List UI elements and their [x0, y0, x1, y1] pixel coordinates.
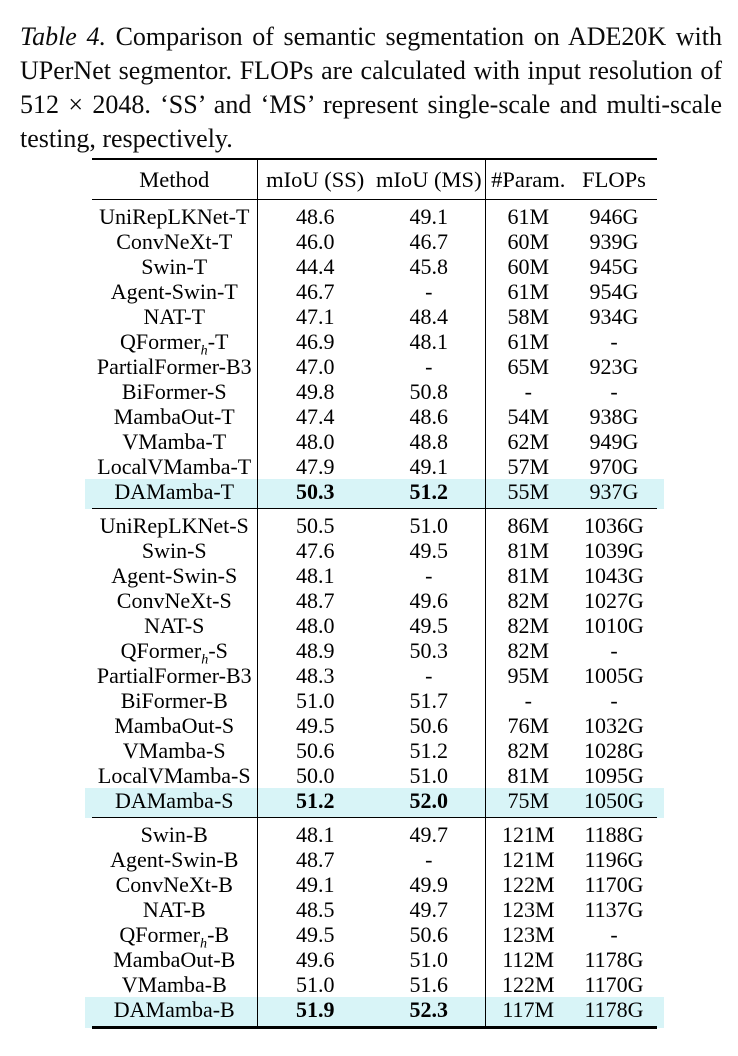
miou-ss-cell: 49.6	[296, 947, 335, 972]
flops-cell: 1137G	[584, 897, 644, 922]
flops-cell: 1178G	[571, 997, 657, 1028]
header-row	[92, 159, 657, 200]
miou-ss-cell: 50.0	[296, 763, 335, 788]
miou-ss-cell: 47.9	[296, 454, 335, 479]
miou-ms-cell: 49.1	[373, 454, 485, 479]
table-row	[92, 713, 657, 738]
table-header	[92, 159, 657, 200]
miou-ss-cell: 50.6	[296, 738, 335, 763]
method-cell: PartialFormer-B3	[92, 354, 257, 379]
caption-label: Table 4.	[20, 22, 106, 51]
params-cell: 82M	[507, 638, 550, 663]
table-row	[92, 818, 657, 848]
method-cell: VMamba-S	[92, 738, 257, 763]
table-row	[92, 738, 657, 763]
flops-cell: 1027G	[584, 588, 644, 613]
table-row	[92, 538, 657, 563]
params-cell: 81M	[507, 763, 550, 788]
miou-ms-cell: 46.7	[373, 229, 485, 254]
flops-cell: 937G	[571, 479, 657, 509]
flops-cell: 938G	[589, 404, 639, 429]
miou-ms-cell: 50.8	[373, 379, 485, 404]
flops-cell: -	[610, 329, 618, 354]
method-cell: Agent-Swin-B	[92, 847, 257, 872]
flops-cell: 1005G	[584, 663, 644, 688]
miou-ss-cell: 48.7	[296, 847, 335, 872]
results-table	[92, 158, 657, 1029]
method-cell: MambaOut-S	[92, 713, 257, 738]
table-row	[92, 638, 657, 663]
miou-ms-cell: 49.5	[373, 538, 485, 563]
table-row	[92, 947, 657, 972]
table-row	[92, 997, 657, 1028]
miou-ms-cell: 51.6	[373, 972, 485, 997]
params-cell: 82M	[507, 613, 550, 638]
params-cell: 61M	[507, 329, 550, 354]
flops-cell: 1028G	[584, 738, 644, 763]
flops-cell: 1010G	[584, 613, 644, 638]
flops-cell: 945G	[589, 254, 639, 279]
col-header-miou-ss: mIoU (SS)	[257, 159, 373, 200]
table-row	[92, 229, 657, 254]
miou-ss-cell: 51.9	[257, 997, 373, 1028]
miou-ss-cell: 46.7	[296, 279, 335, 304]
miou-ms-cell: 50.6	[373, 713, 485, 738]
table-row	[92, 254, 657, 279]
method-cell: BiFormer-S	[92, 379, 257, 404]
miou-ms-cell: 45.8	[373, 254, 485, 279]
miou-ms-cell: 52.0	[373, 788, 485, 818]
col-header-flops: FLOPs	[571, 159, 657, 200]
table-row	[92, 847, 657, 872]
miou-ms-cell: 49.9	[373, 872, 485, 897]
method-cell: MambaOut-T	[92, 404, 257, 429]
miou-ms-cell: 51.0	[373, 763, 485, 788]
params-cell: 55M	[485, 479, 571, 509]
method-cell: Swin-S	[92, 538, 257, 563]
params-cell: 57M	[507, 454, 550, 479]
miou-ss-cell: 47.4	[296, 404, 335, 429]
params-cell: 123M	[501, 897, 555, 922]
miou-ms-cell: 49.7	[373, 897, 485, 922]
miou-ss-cell: 48.7	[296, 588, 335, 613]
caption-line: UPerNet segmentor. FLOPs are calculated with input resolution of	[20, 56, 722, 85]
params-cell: 117M	[485, 997, 571, 1028]
miou-ss-cell: 47.1	[296, 304, 335, 329]
params-cell: 81M	[507, 538, 550, 563]
params-cell: 82M	[507, 588, 550, 613]
params-cell: 82M	[507, 738, 550, 763]
table-row	[92, 763, 657, 788]
flops-cell: 1036G	[584, 513, 644, 538]
miou-ss-cell: 50.5	[296, 513, 335, 538]
params-cell: 95M	[507, 663, 550, 688]
table-row	[92, 354, 657, 379]
miou-ss-cell: 48.3	[296, 663, 335, 688]
miou-ss-cell: 48.9	[296, 638, 335, 663]
miou-ss-cell: 49.1	[296, 872, 335, 897]
col-header-miou-ms: mIoU (MS)	[373, 159, 485, 200]
method-cell: Agent-Swin-T	[92, 279, 257, 304]
table-row	[92, 329, 657, 354]
method-cell: DAMamba-B	[92, 997, 257, 1028]
method-cell: PartialFormer-B3	[92, 663, 257, 688]
params-cell: 76M	[507, 713, 550, 738]
table-row	[92, 429, 657, 454]
method-cell: Swin-B	[92, 818, 257, 848]
params-cell: -	[524, 688, 532, 713]
miou-ss-cell: 48.0	[296, 613, 335, 638]
flops-cell: 1196G	[584, 847, 644, 872]
params-cell: 122M	[501, 972, 555, 997]
miou-ms-cell: 48.1	[373, 329, 485, 354]
flops-cell: -	[610, 688, 618, 713]
flops-cell: 1095G	[584, 763, 644, 788]
params-cell: 65M	[507, 354, 550, 379]
miou-ms-cell: 48.8	[373, 429, 485, 454]
miou-ss-cell: 48.1	[296, 822, 335, 847]
table-row	[92, 509, 657, 539]
params-cell: 58M	[507, 304, 550, 329]
method-cell: UniRepLKNet-T	[92, 200, 257, 230]
flops-cell: 1170G	[584, 972, 644, 997]
table-group-2	[92, 509, 657, 818]
miou-ms-cell: 48.4	[373, 304, 485, 329]
params-cell: 60M	[507, 229, 550, 254]
method-cell: LocalVMamba-S	[92, 763, 257, 788]
table-row	[92, 304, 657, 329]
params-cell: 121M	[501, 822, 555, 847]
miou-ms-cell: 51.2	[373, 479, 485, 509]
miou-ss-cell: 50.3	[257, 479, 373, 509]
method-cell: Swin-T	[92, 254, 257, 279]
miou-ms-cell: 48.6	[373, 404, 485, 429]
params-cell: 75M	[485, 788, 571, 818]
params-cell: 121M	[501, 847, 555, 872]
table-group-1	[92, 200, 657, 509]
method-cell: BiFormer-B	[92, 688, 257, 713]
miou-ms-cell: 50.6	[373, 922, 485, 947]
table-row	[92, 688, 657, 713]
method-cell: DAMamba-T	[92, 479, 257, 509]
col-header-method: Method	[92, 159, 257, 200]
miou-ss-cell: 49.5	[296, 922, 335, 947]
table-row	[92, 897, 657, 922]
miou-ss-cell: 48.1	[296, 563, 335, 588]
flops-cell: 1039G	[584, 538, 644, 563]
caption-line: 512 × 2048. ‘SS’ and ‘MS’ represent single-scale and multi-scale	[20, 90, 722, 119]
miou-ms-cell: 49.6	[373, 588, 485, 613]
miou-ms-cell: 49.1	[373, 200, 485, 230]
table-caption	[20, 20, 722, 156]
miou-ss-cell: 51.2	[257, 788, 373, 818]
miou-ms-cell: -	[373, 847, 485, 872]
caption-text: Comparison of semantic segmentation on ADE20K with	[115, 22, 723, 51]
params-cell: 54M	[507, 404, 550, 429]
table-row	[92, 588, 657, 613]
table-row	[92, 404, 657, 429]
miou-ms-cell: -	[373, 663, 485, 688]
method-cell: DAMamba-S	[92, 788, 257, 818]
miou-ms-cell: 51.0	[373, 509, 485, 539]
params-cell: -	[524, 379, 532, 404]
method-cell: VMamba-B	[92, 972, 257, 997]
method-cell: MambaOut-B	[92, 947, 257, 972]
miou-ss-cell: 48.6	[296, 204, 335, 229]
flops-cell: 934G	[589, 304, 639, 329]
miou-ms-cell: 51.7	[373, 688, 485, 713]
miou-ms-cell: -	[373, 279, 485, 304]
miou-ms-cell: 50.3	[373, 638, 485, 663]
miou-ss-cell: 51.0	[296, 688, 335, 713]
flops-cell: 923G	[589, 354, 639, 379]
method-cell: QFormer$_h$-T	[92, 329, 257, 354]
miou-ms-cell: -	[373, 354, 485, 379]
caption-line: testing, respectively.	[20, 124, 233, 153]
flops-cell: 939G	[589, 229, 639, 254]
table-row	[92, 279, 657, 304]
flops-cell: 1178G	[584, 947, 644, 972]
flops-cell: 970G	[589, 454, 639, 479]
params-cell: 112M	[502, 947, 555, 972]
table-row	[92, 379, 657, 404]
miou-ms-cell: 51.0	[373, 947, 485, 972]
method-cell: LocalVMamba-T	[92, 454, 257, 479]
params-cell: 122M	[501, 872, 555, 897]
miou-ss-cell: 47.6	[296, 538, 335, 563]
method-cell: VMamba-T	[92, 429, 257, 454]
table-row	[92, 479, 657, 509]
miou-ms-cell: 49.7	[373, 818, 485, 848]
caption-line	[20, 20, 722, 54]
params-cell: 61M	[507, 204, 550, 229]
miou-ss-cell: 44.4	[296, 254, 335, 279]
miou-ms-cell: -	[373, 563, 485, 588]
table-group-3	[92, 818, 657, 1028]
params-cell: 86M	[507, 513, 550, 538]
flops-cell: 946G	[589, 204, 639, 229]
method-cell: Agent-Swin-S	[92, 563, 257, 588]
table-row	[92, 663, 657, 688]
flops-cell: 1050G	[571, 788, 657, 818]
method-cell: ConvNeXt-S	[92, 588, 257, 613]
table-row	[92, 613, 657, 638]
method-cell: NAT-T	[92, 304, 257, 329]
table-row	[92, 788, 657, 818]
method-cell: ConvNeXt-T	[92, 229, 257, 254]
table-row	[92, 563, 657, 588]
method-cell: NAT-S	[92, 613, 257, 638]
miou-ss-cell: 51.0	[296, 972, 335, 997]
flops-cell: 949G	[589, 429, 639, 454]
miou-ss-cell: 49.5	[296, 713, 335, 738]
table-row	[92, 972, 657, 997]
params-cell: 60M	[507, 254, 550, 279]
flops-cell: 954G	[589, 279, 639, 304]
miou-ss-cell: 49.8	[296, 379, 335, 404]
miou-ss-cell: 46.0	[296, 229, 335, 254]
miou-ms-cell: 52.3	[373, 997, 485, 1028]
miou-ss-cell: 46.9	[296, 329, 335, 354]
flops-cell: -	[610, 922, 618, 947]
paper-page	[0, 20, 738, 1029]
miou-ss-cell: 48.5	[296, 897, 335, 922]
flops-cell: 1170G	[584, 872, 644, 897]
col-header-params: #Param.	[485, 159, 571, 200]
table-row	[92, 922, 657, 947]
flops-cell: 1043G	[584, 563, 644, 588]
miou-ss-cell: 48.0	[296, 429, 335, 454]
method-cell: NAT-B	[92, 897, 257, 922]
method-cell: ConvNeXt-B	[92, 872, 257, 897]
params-cell: 123M	[501, 922, 555, 947]
flops-cell: -	[610, 379, 618, 404]
params-cell: 61M	[507, 279, 550, 304]
flops-cell: 1188G	[584, 822, 644, 847]
flops-cell: -	[610, 638, 618, 663]
miou-ss-cell: 47.0	[296, 354, 335, 379]
table-row	[92, 454, 657, 479]
miou-ms-cell: 49.5	[373, 613, 485, 638]
method-cell: QFormer$_h$-S	[92, 638, 257, 663]
miou-ms-cell: 51.2	[373, 738, 485, 763]
params-cell: 81M	[507, 563, 550, 588]
flops-cell: 1032G	[584, 713, 644, 738]
method-cell: UniRepLKNet-S	[92, 509, 257, 539]
table-row	[92, 872, 657, 897]
table-row	[92, 200, 657, 230]
method-cell: QFormer$_h$-B	[92, 922, 257, 947]
params-cell: 62M	[507, 429, 550, 454]
